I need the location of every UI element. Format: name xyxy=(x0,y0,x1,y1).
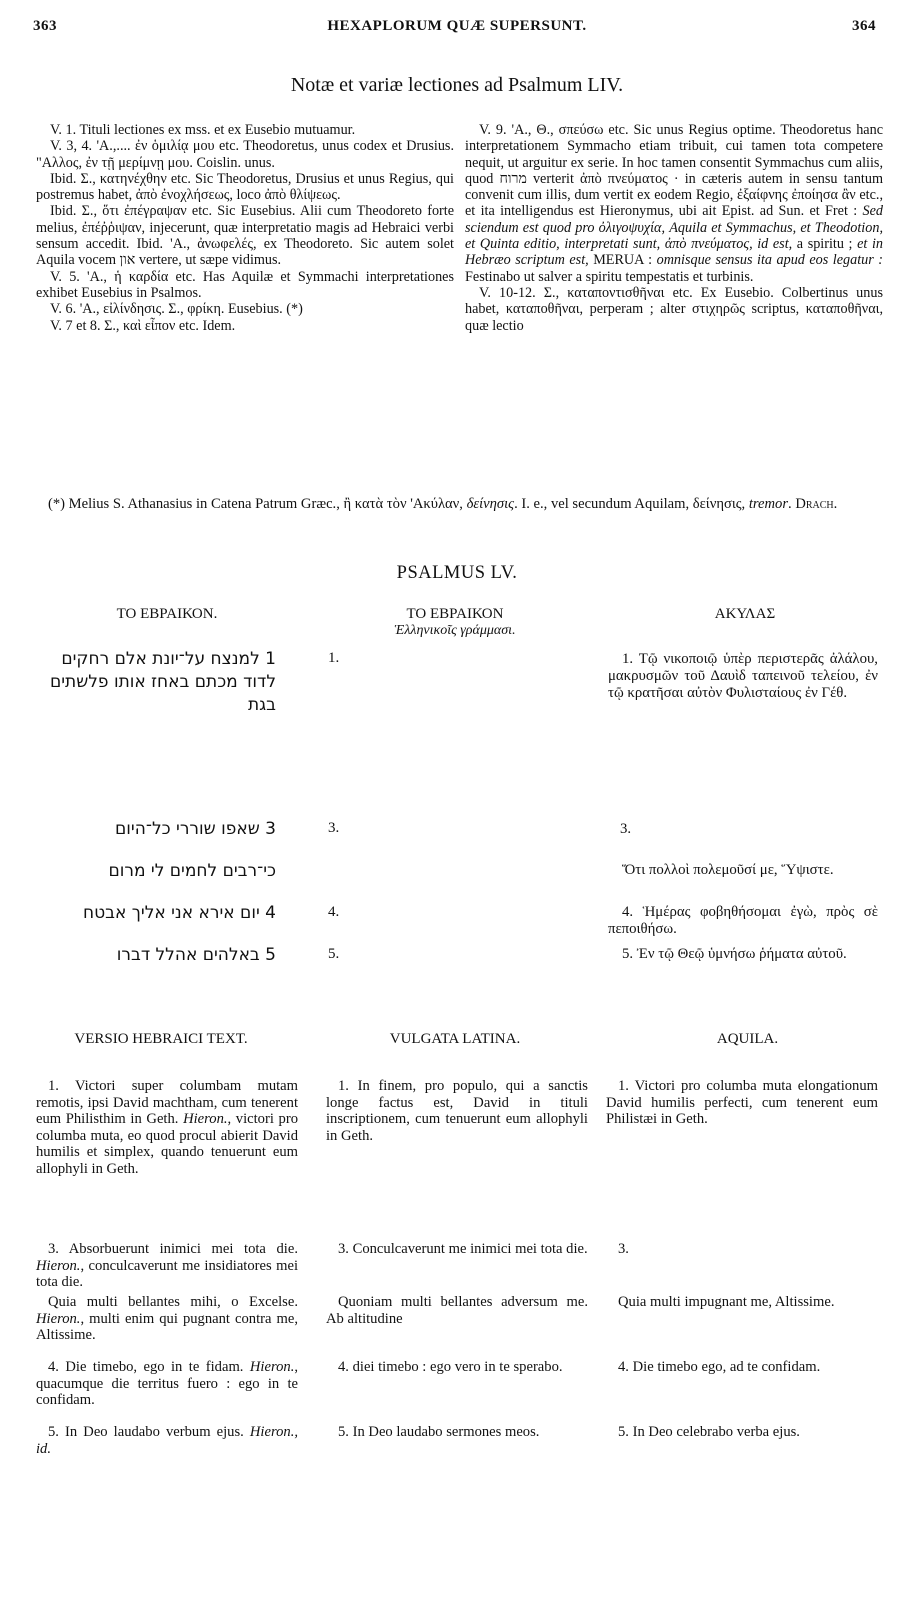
hebrew-verse: 5 באלהים אהלל דברו xyxy=(116,945,276,965)
column-header-vulgate: VULGATA LATINA. xyxy=(389,1031,521,1047)
note-quote: et in Hebræo scriptum est, xyxy=(465,236,883,269)
hebrew-version-verse: 4. Die timebo, ego in te fidam. Hieron., quacumque die territus fuero : ego in te confidam. xyxy=(36,1359,298,1408)
greek-verse: 3. xyxy=(620,821,632,837)
running-title: HEXAPLORUM QUÆ SUPERSUNT. xyxy=(327,18,587,34)
aquila-latin-verse: 1. Victori pro columba muta elongationum David humilis perfecti, cum tenerent eum Philistæi in Geth. xyxy=(606,1078,878,1127)
column-header-subtitle: Ἑλληνικοῖς γράμμασι. xyxy=(394,623,516,638)
column-header-hebrew-greek-letters xyxy=(330,606,580,639)
column-header-hebrew-version: VERSIO HEBRAICI TEXT. xyxy=(74,1031,248,1047)
vulgate-verse: 1. In finem, pro populo, qui a sanctis longe factus est, David in tituli inscriptionem, cum tenuerunt eum allophyli in Geth. xyxy=(326,1078,588,1144)
vulgate-verse: 3. Conculcaverunt me inimici mei tota die. xyxy=(338,1241,588,1257)
hebrew-version-verse: 1. Victori super columbam mutam remotis, ipsi David machtham, cum tenerent eum Philisthim in Geth. Hieron., victori pro columba muta, eo quod procul abierit David humilis et simplex, quando tenuerunt eum allophyli in Geth. xyxy=(36,1078,298,1177)
notes-left-column xyxy=(36,122,454,334)
hebrew-verse: 3 שאפו שוררי כל־היום xyxy=(115,819,276,839)
greek-verse: 1. Τῷ νικοποιῷ ὑπὲρ περιστερᾶς ἀλάλου, μακρυσμῶν τοῦ Δαυὶδ ταπεινοῦ τελείου, ἐν τῷ κρατῆσαι αὐτὸν Φυλισταίους ἐν Γέθ. xyxy=(608,651,878,701)
note-paragraph: Ibid. Σ., ὅτι ἐπέγραψαν etc. Sic Eusebius. Alii cum Theodoreto forte melius, ἐπέῤῥιψαν, injecerunt, quæ interpretatio magis ad Hebraici verbi sensum accedit. Ibid. 'Α., ἀνωφελές, ex Theodoreto. Sic autem solet Aquila vocem און vertere, ut sæpe vidimus. xyxy=(36,203,454,269)
verse-number: 4. xyxy=(328,904,340,920)
aquila-latin-verse: Quia multi impugnant me, Altissime. xyxy=(618,1294,835,1310)
column-header-hebrew: ΤΟ ΕΒΡΑΙΚΟΝ. xyxy=(116,606,218,622)
note-paragraph xyxy=(465,122,883,285)
aquila-latin-verse: 4. Die timebo ego, ad te confidam. xyxy=(618,1359,821,1375)
vulgate-verse: Quoniam multi bellantes adversum me. Ab altitudine xyxy=(326,1294,588,1327)
note-paragraph: V. 10-12. Σ., καταποντισθῆναι etc. Ex Eusebio. Colbertinus unus habet, καταποθῆναι, perperam ; alter στιχηρῶς scriptus, καταποθῆναι, quæ lectio xyxy=(465,284,883,334)
page-number-right: 364 xyxy=(852,18,876,34)
note-text: V. 9. 'Α., Θ., σπεύσω etc. Sic unus Regius optime. Theodoretus hanc interpretationem Symmacho etiam tribuit, cui tamen tota competere nequit, ut arguitur ex serie. In hoc tamen consentit Symmachus cum aliis, quod מרוח verterit ἀπὸ πνεύματος · in cæteris autem in sensu tantum convenit cum illis, dum vertit ex eodem Regio, ἐξαίφνης ἐποίησα ἂν etc., et ita intelligendus est Hieronymus, ubi ait Epist. ad Sun. et Fret : xyxy=(465,122,883,220)
note-paragraph: V. 6. 'Α., εἰλίνδησις. Σ., φρίκη. Eusebius. (*) xyxy=(50,301,303,318)
hebrew-verse: כי־רבים לחמים לי מרום xyxy=(108,861,276,881)
note-paragraph: Ibid. Σ., κατηνέχθην etc. Sic Theodoretus, Drusius et unus Regius, qui postremus habet, ἀπὸ ἐνοχλήσεως, loco ἀπὸ θλίψεως. xyxy=(36,170,454,204)
note-paragraph: V. 7 et 8. Σ., καὶ εἶπον etc. Idem. xyxy=(50,317,236,334)
aquila-latin-verse: 5. In Deo celebrabo verba ejus. xyxy=(618,1424,800,1440)
greek-verse: 4. Ἡμέρας φοβηθήσομαι ἐγὼ, πρὸς σὲ πεποιθήσω. xyxy=(608,904,878,937)
verse-number: 1. xyxy=(328,650,340,666)
hebrew-version-verse: 3. Absorbuerunt inimici mei tota die. Hieron., conculcaverunt me insidiatores mei tota die. xyxy=(36,1241,298,1290)
note-quote: omnisque sensus ita apud eos legatur : xyxy=(656,252,883,269)
vulgate-verse: 5. In Deo laudabo sermones meos. xyxy=(338,1424,540,1440)
note-text: a spiritu ; xyxy=(792,236,858,253)
greek-verse: Ὅτι πολλοὶ πολεμοῦσί με, Ὕψιστε. xyxy=(622,862,834,878)
note-text: Festinabo ut salver a spiritu tempestatis et turbinis. xyxy=(465,268,754,285)
note-quote: Sed sciendum est quod pro ὀλιγοψυχία, Aquila et Symmachus, et Theodotion, et Quinta editio, interpretati sunt, ἀπὸ πνεύματος, id est, xyxy=(465,203,883,253)
greek-verse: 5. Ἐν τῷ Θεῷ ὑμνήσω ῥήματα αὐτοῦ. xyxy=(622,946,847,962)
hebrew-version-verse: Quia multi bellantes mihi, o Excelse. Hieron., multi enim qui pugnant contra me, Altissime. xyxy=(36,1294,298,1343)
hebrew-version-verse: 5. In Deo laudabo verbum ejus. Hieron., id. xyxy=(36,1424,298,1457)
note-text: MERUA : xyxy=(588,252,657,269)
page-number-left: 363 xyxy=(33,18,57,34)
hebrew-verse: 1 למנצח על־יונת אלם רחקים לדוד מכתם באחז אותו פלשתים בגת xyxy=(49,649,276,715)
notes-title: Notæ et variæ lectiones ad Psalmum LIV. xyxy=(290,74,624,96)
note-paragraph: V. 1. Tituli lectiones ex mss. et ex Eusebio mutuamur. xyxy=(50,122,356,138)
column-header-aquila-latin: AQUILA. xyxy=(716,1031,779,1047)
column-header-aquila-greek: ΑΚΥΛΑΣ xyxy=(714,606,776,622)
psalm-title: PSALMUS LV. xyxy=(396,563,518,583)
note-paragraph: V. 3, 4. 'Α.,.... ἐν ὁμιλίᾳ μου etc. Theodoretus, unus codex et Drusius. "Αλλος, ἐν τῇ μερίμνῃ μου. Coislin. unus. xyxy=(36,138,454,171)
verse-number: 5. xyxy=(328,946,340,962)
footnote-author: Drach. xyxy=(795,496,838,512)
note-paragraph: V. 5. 'Α., ἡ καρδία etc. Has Aquilæ et Symmachi interpretationes exhibet Eusebius in Psalmos. xyxy=(36,268,454,301)
column-header-title: ΤΟ ΕΒΡΑΙΚΟΝ xyxy=(406,606,504,622)
vulgate-verse: 4. diei timebo : ego vero in te sperabo. xyxy=(338,1359,563,1375)
aquila-latin-verse: 3. xyxy=(618,1241,629,1257)
verse-number: 3. xyxy=(328,820,340,836)
notes-right-column xyxy=(465,122,883,334)
hebrew-verse: 4 יום אירא אני אליך אבטח xyxy=(83,903,276,923)
footnote: (*) Melius S. Athanasius in Catena Patrum Græc., ἢ κατὰ τὸν 'Ακύλαν, δείνησις. I. e., vel secundum Aquilam, δείνησις, tremor. Drach. xyxy=(48,496,838,512)
